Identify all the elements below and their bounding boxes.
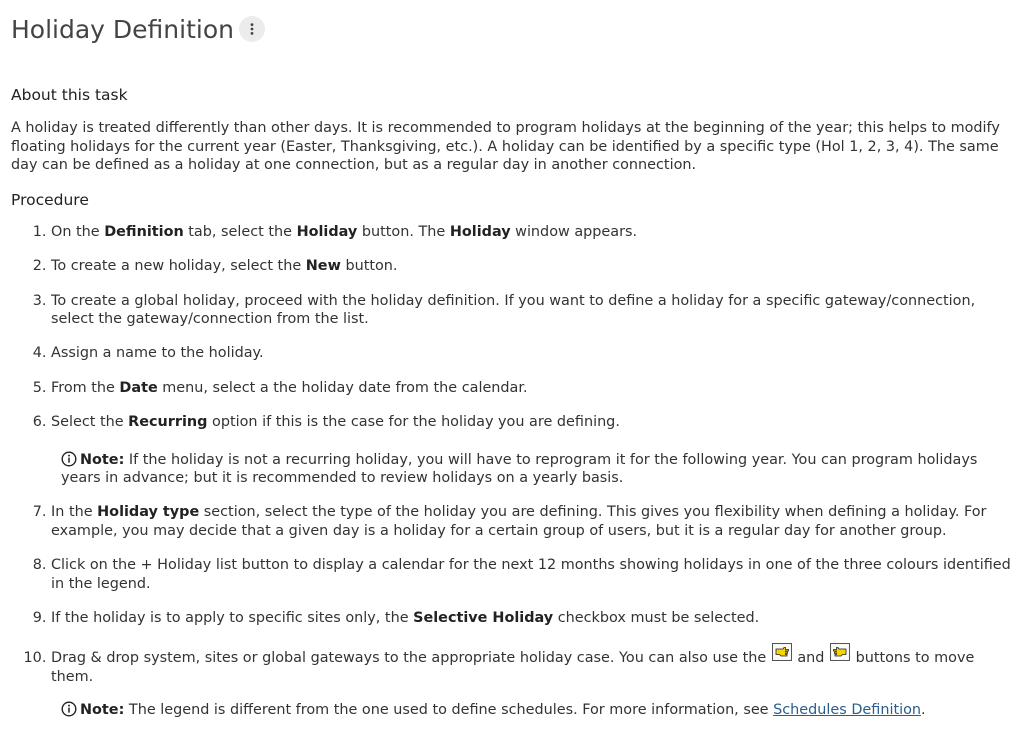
page-title: Holiday Definition — [11, 14, 234, 44]
step-7: 7. In the Holiday type section, select the type of the holiday you are defining. This gives you flexibility when defining a holiday. For example, you may decide that a given day is a holiday for a certain group of users, but it is a regular day for another group. — [51, 503, 1020, 540]
more-vertical-icon — [250, 23, 254, 35]
schedules-definition-link[interactable]: Schedules Definition — [773, 701, 922, 718]
note-legend: Note: The legend is different from the one used to define schedules. For more information, see Schedules Definition. — [61, 701, 1020, 720]
step-8: 8. Click on the + Holiday list button to display a calendar for the next 12 months showing holidays in one of the three colours identified in the legend. — [51, 556, 1020, 593]
title-row — [11, 10, 1020, 48]
step-3: 3. To create a global holiday, proceed with the holiday definition. If you want to define a holiday for a specific gateway/connection, select the gateway/connection from the list. — [51, 292, 1020, 329]
step-10: 10. Drag & drop system, sites or global gateways to the appropriate holiday case. You can also use the and buttons to move them. Note: The legend is different from the one used to define schedules. For more information, see Schedules Definition. — [51, 643, 1020, 719]
about-text: A holiday is treated differently than other days. It is recommended to program holidays at the beginning of the year; this helps to modify floating holidays for the current year (Easter, Thanksgiving, etc.). A holiday can be identified by a specific type (Hol 1, 2, 3, 4). The same day can be defined as a holiday at one connection, but as a regular day in another connection. — [11, 120, 1000, 174]
definition-tab-ref: Definition — [104, 224, 184, 241]
note-recurring: Note: If the holiday is not a recurring holiday, you will have to reprogram it for the following year. You can program holidays years in advance; but it is recommended to review holidays on a yearly basis. — [61, 451, 978, 487]
step-9: 9. If the holiday is to apply to specific sites only, the Selective Holiday checkbox must be selected. — [51, 609, 1020, 628]
note-label: Note: — [80, 451, 125, 468]
hand-left-icon — [832, 645, 848, 659]
move-left-button-image — [830, 643, 850, 661]
step-1: 1. On the Definition tab, select the Holiday button. The Holiday window appears. — [51, 223, 1020, 242]
step-5: 5. From the Date menu, select a the holiday date from the calendar. — [51, 379, 1020, 398]
about-heading: About this task — [11, 86, 128, 104]
more-options-button[interactable] — [239, 16, 265, 42]
procedure-steps — [11, 223, 1020, 719]
step-6: 6. Select the Recurring option if this is the case for the holiday you are defining. Note: If the holiday is not a recurring holiday, you will have to reprogram it for the following year. You can program holidays years in advance; but it is recommended to review holidays on a yearly basis. — [51, 413, 1020, 488]
procedure-heading: Procedure — [11, 191, 89, 210]
step-4: 4. Assign a name to the holiday. — [51, 344, 1020, 363]
info-circle-icon — [61, 701, 77, 717]
move-right-button-image — [772, 643, 792, 661]
step-2: 2. To create a new holiday, select the New button. — [51, 257, 1020, 276]
info-circle-icon — [61, 451, 77, 467]
hand-right-icon — [774, 645, 790, 659]
